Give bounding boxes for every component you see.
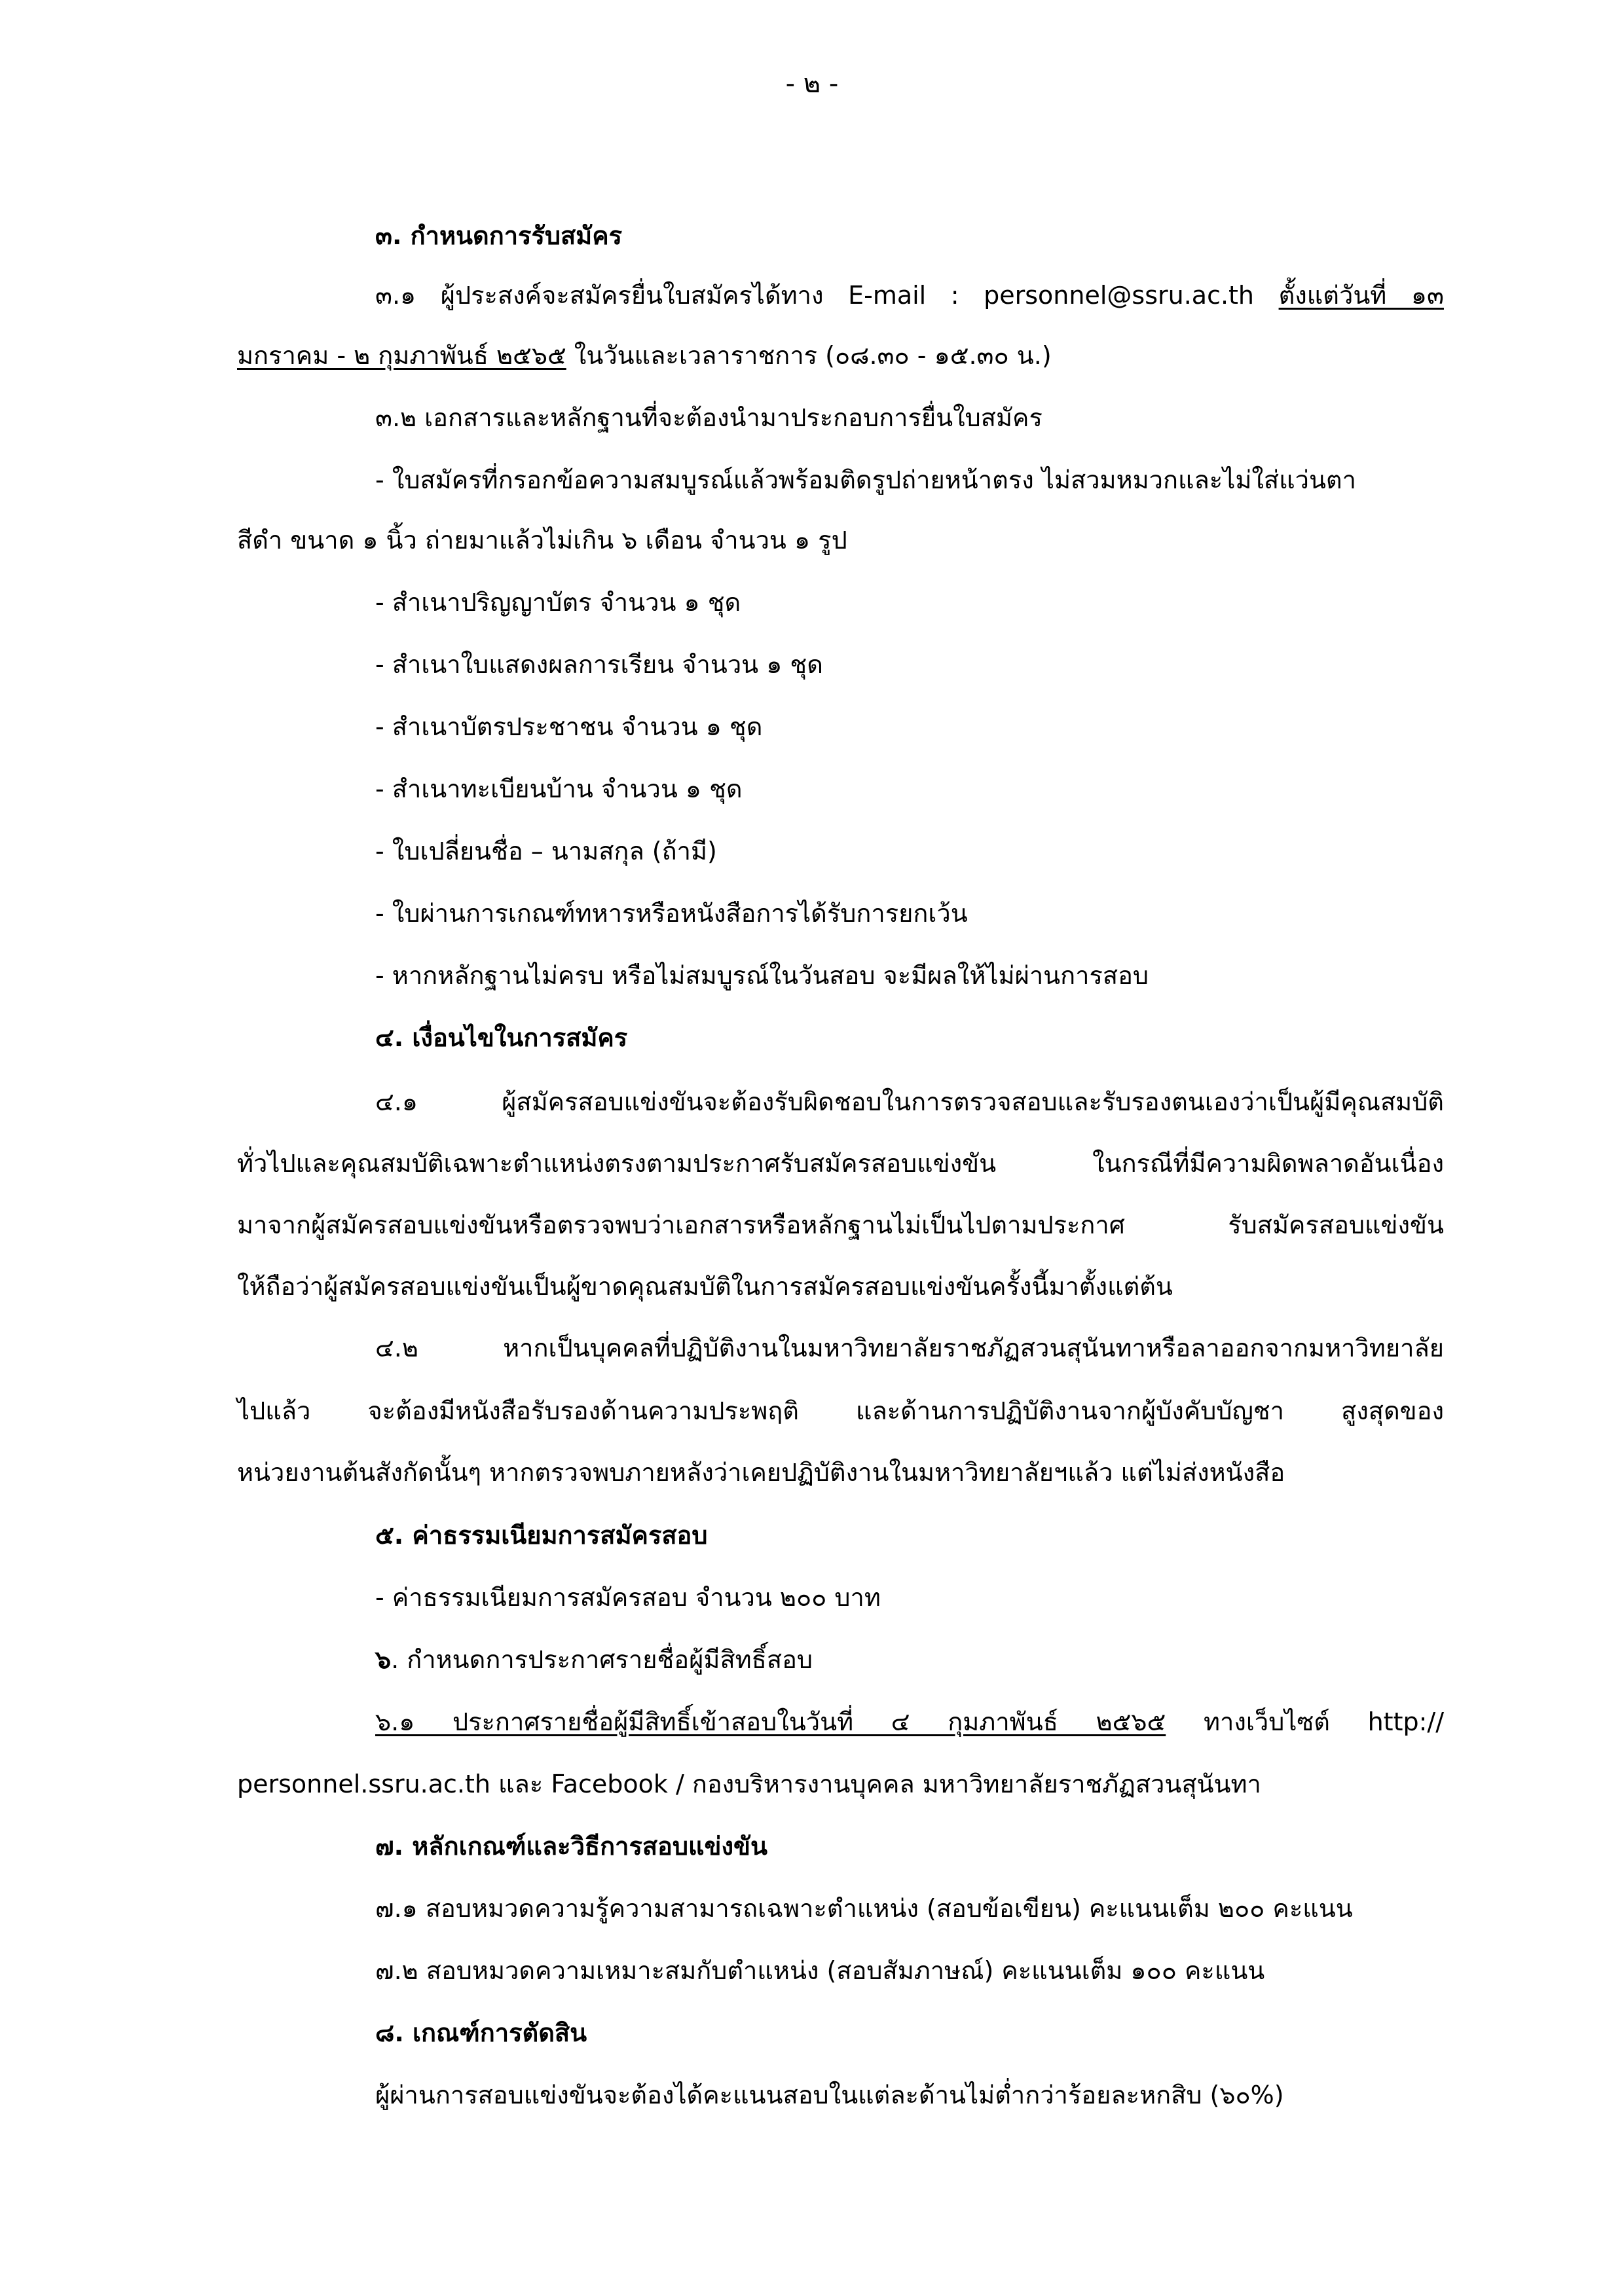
s6-website-label: ทางเว็บไซต์ http:// bbox=[1203, 1707, 1444, 1736]
s3-doc-item: - หากหลักฐานไม่ครบ หรือไม่สมบูรณ์ในวันสอบ จะมีผลให้ไม่ผ่านการสอบ bbox=[375, 961, 1149, 990]
s3-doc-item: - สำเนาปริญญาบัตร จำนวน ๑ ชุด bbox=[375, 588, 741, 617]
section-5-heading: ๕. ค่าธรรมเนียมการสมัครสอบ bbox=[375, 1521, 708, 1550]
s3-doc-item: - สำเนาใบแสดงผลการเรียน จำนวน ๑ ชุด bbox=[375, 650, 823, 679]
s6-line2: personnel.ssru.ac.th และ Facebook / กองบริหารงานบุคคล มหาวิทยาลัยราชภัฏสวนสุนันทา bbox=[237, 1770, 1261, 1798]
s6-announcement-date: ๖.๑ ประกาศรายชื่อผู้มีสิทธิ์เข้าสอบในวันที่ ๔ กุมภาพันธ์ ๒๕๖๕ bbox=[375, 1707, 1166, 1736]
s3-doc-item: - ใบผ่านการเกณฑ์ทหารหรือหนังสือการได้รับการยกเว้น bbox=[375, 899, 968, 928]
s3-doc-item: - สำเนาบัตรประชาชน จำนวน ๑ ชุด bbox=[375, 712, 763, 741]
s3-doc-item: - สำเนาทะเบียนบ้าน จำนวน ๑ ชุด bbox=[375, 774, 743, 803]
section-3-heading: ๓. กำหนดการรับสมัคร bbox=[375, 221, 623, 250]
page-number: - ๒ - bbox=[785, 69, 839, 99]
s4-p2-line: หน่วยงานต้นสังกัดนั้นๆ หากตรวจพบภายหลังว่าเคยปฏิบัติงานในมหาวิทยาลัยฯแล้ว แต่ไม่ส่งหนังสือ bbox=[237, 1458, 1285, 1487]
section-8-heading: ๘. เกณฑ์การตัดสิน bbox=[375, 2018, 587, 2047]
section-7-heading: ๗. หลักเกณฑ์และวิธีการสอบแข่งขัน bbox=[375, 1832, 767, 1861]
s4-p1-line: ทั่วไปและคุณสมบัติเฉพาะตำแหน่งตรงตามประกาศรับสมัครสอบแข่งขัน ในกรณีที่มีความผิดพลาดอันเนื่อง bbox=[237, 1149, 1444, 1178]
s3-p1-line2 bbox=[237, 337, 1052, 374]
s3-p1-line1-date: ตั้งแต่วันที่ ๑๓ bbox=[1278, 281, 1444, 310]
s7-item: ๗.๑ สอบหมวดความรู้ความสามารถเฉพาะตำแหน่ง (สอบข้อเขียน) คะแนนเต็ม ๒๐๐ คะแนน bbox=[375, 1894, 1353, 1923]
s6-line1 bbox=[375, 1704, 1444, 1740]
s4-p1-line: มาจากผู้สมัครสอบแข่งขันหรือตรวจพบว่าเอกสารหรือหลักฐานไม่เป็นไปตามประกาศ รับสมัครสอบแข่งขัน bbox=[237, 1211, 1444, 1239]
s3-photo-line2: สีดำ ขนาด ๑ นิ้ว ถ่ายมาแล้วไม่เกิน ๖ เดือน จำนวน ๑ รูป bbox=[237, 526, 847, 555]
section-4-heading: ๔. เงื่อนไขในการสมัคร bbox=[375, 1023, 628, 1052]
section-6-number: ๖ bbox=[375, 1645, 392, 1674]
section-6-heading-text: . กำหนดการประกาศรายชื่อผู้มีสิทธิ์สอบ bbox=[391, 1645, 813, 1674]
s3-p1-line2-text: ในวันและเวลาราชการ (๐๘.๓๐ - ๑๕.๓๐ น.) bbox=[566, 341, 1052, 370]
s5-fee: - ค่าธรรมเนียมการสมัครสอบ จำนวน ๒๐๐ บาท bbox=[375, 1583, 881, 1612]
s3-p1-line1-text: ๓.๑ ผู้ประสงค์จะสมัครยื่นใบสมัครได้ทาง E-mail : personnel@ssru.ac.th bbox=[375, 281, 1255, 310]
s8-text: ผู้ผ่านการสอบแข่งขันจะต้องได้คะแนนสอบในแต่ละด้านไม่ต่ำกว่าร้อยละหกสิบ (๖๐%) bbox=[375, 2081, 1284, 2109]
s4-p1-line: ให้ถือว่าผู้สมัครสอบแข่งขันเป็นผู้ขาดคุณสมบัติในการสมัครสอบแข่งขันครั้งนี้มาตั้งแต่ต้น bbox=[237, 1272, 1173, 1301]
s4-p2-line: ๔.๒ หากเป็นบุคคลที่ปฏิบัติงานในมหาวิทยาลัยราชภัฏสวนสุนันทาหรือลาออกจากมหาวิทยาลัย bbox=[375, 1334, 1444, 1362]
s3-p1-line2-date: มกราคม - ๒ กุมภาพันธ์ ๒๕๖๕ bbox=[237, 341, 566, 370]
s3-p2: ๓.๒ เอกสารและหลักฐานที่จะต้องนำมาประกอบการยื่นใบสมัคร bbox=[375, 403, 1043, 432]
s3-photo-line1: - ใบสมัครที่กรอกข้อความสมบูรณ์แล้วพร้อมติดรูปถ่ายหน้าตรง ไม่สวมหมวกและไม่ใส่แว่นตา bbox=[375, 465, 1356, 494]
section-6-heading bbox=[375, 1641, 813, 1678]
s7-item: ๗.๒ สอบหมวดความเหมาะสมกับตำแหน่ง (สอบสัมภาษณ์) คะแนนเต็ม ๑๐๐ คะแนน bbox=[375, 1956, 1265, 1985]
s3-p1-line1 bbox=[375, 277, 1444, 314]
s4-p1-line: ๔.๑ ผู้สมัครสอบแข่งขันจะต้องรับผิดชอบในการตรวจสอบและรับรองตนเองว่าเป็นผู้มีคุณสมบัติ bbox=[375, 1087, 1444, 1116]
s4-p2-line: ไปแล้ว จะต้องมีหนังสือรับรองด้านความประพฤติ และด้านการปฏิบัติงานจากผู้บังคับบัญชา สูงสุดของ bbox=[237, 1396, 1444, 1425]
s3-doc-item: - ใบเปลี่ยนชื่อ – นามสกุล (ถ้ามี) bbox=[375, 837, 717, 866]
